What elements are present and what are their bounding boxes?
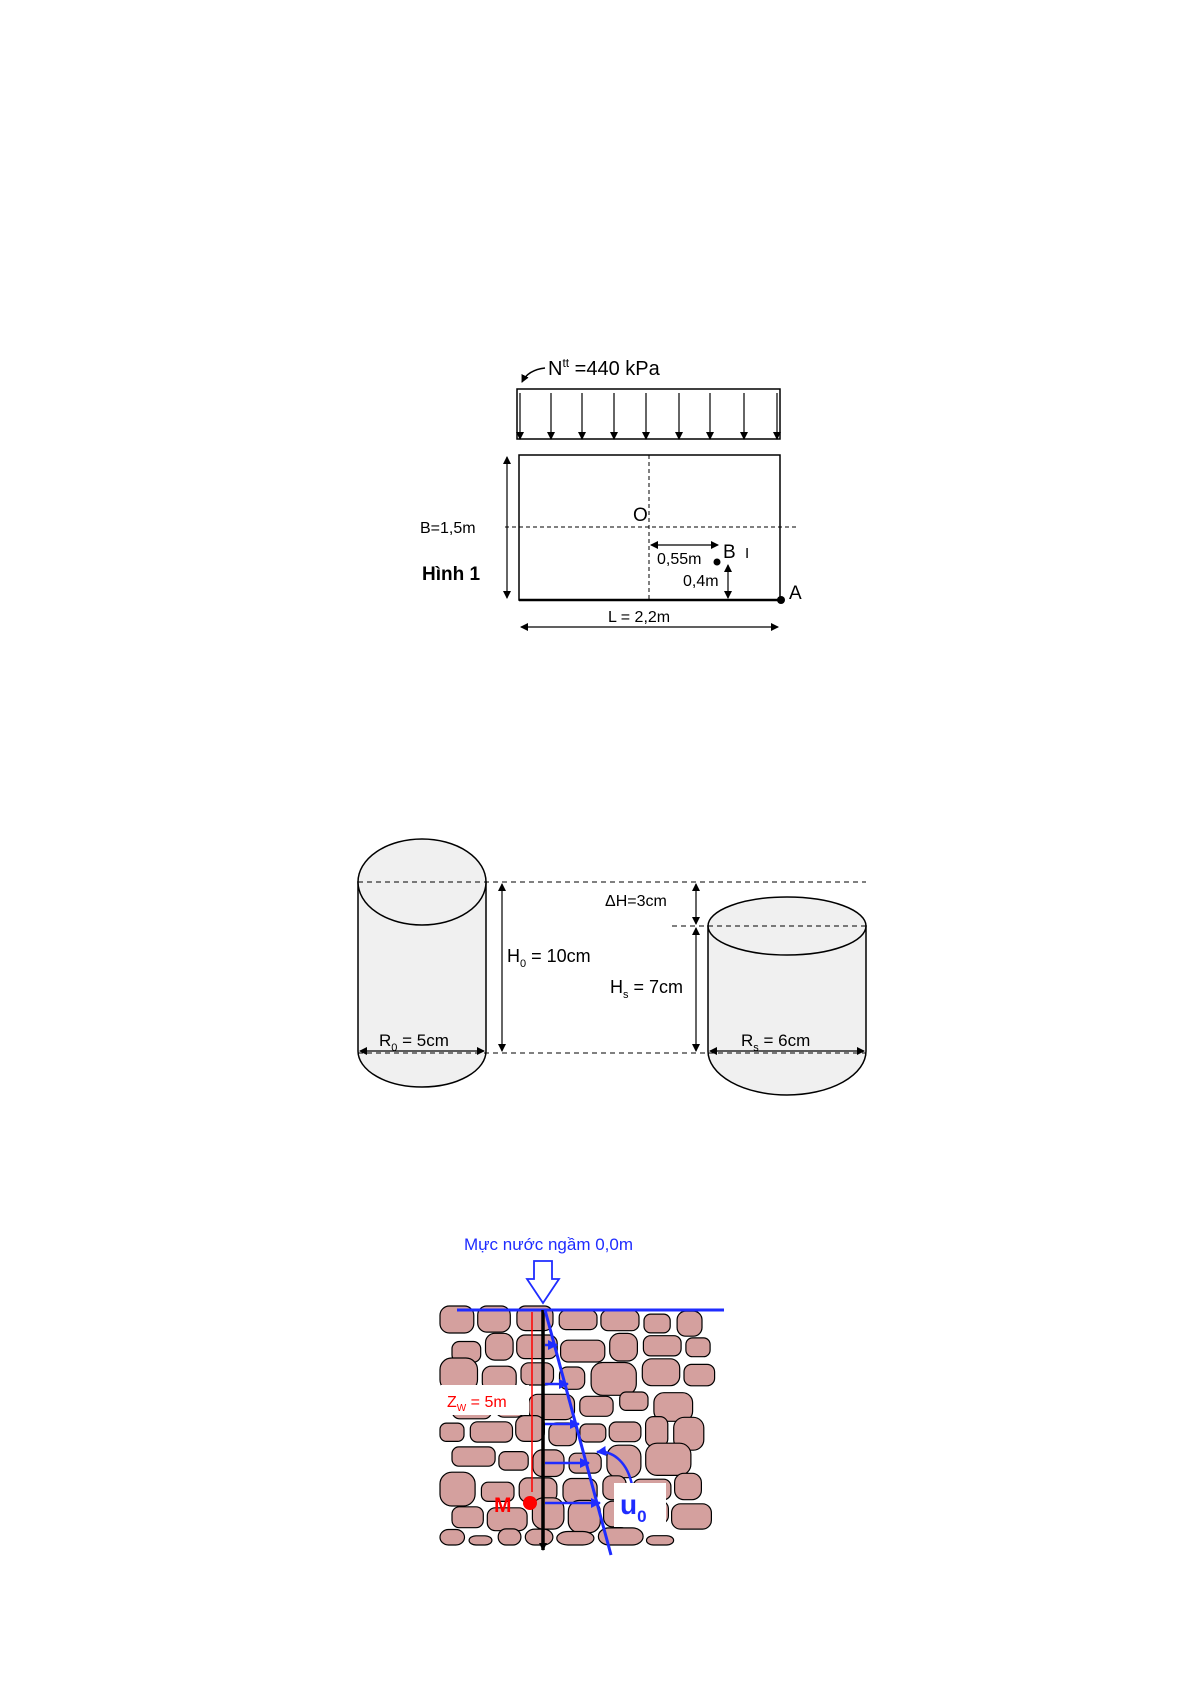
soil-particle (498, 1529, 521, 1545)
soil-particle (580, 1396, 613, 1416)
settled-cylinder-top (708, 897, 866, 955)
soil-particle (516, 1416, 545, 1442)
point-a (777, 596, 785, 604)
point-a-label: A (789, 583, 802, 604)
soil-particle (549, 1423, 577, 1446)
hs-label: $H_s = 7cm$ (610, 977, 684, 1001)
soil-particle (672, 1504, 712, 1529)
u0-label: $u_0$ (620, 1489, 647, 1526)
soil-particle (499, 1452, 528, 1471)
point-b-label: B (723, 542, 736, 563)
soil-particle (440, 1472, 475, 1506)
soil-particle (440, 1530, 465, 1546)
load-arrows (520, 393, 777, 439)
l-dimension-label: L = 2,2m (608, 609, 671, 626)
soil-particle (610, 1333, 638, 1361)
soil-particle (677, 1311, 702, 1336)
figure-caption: Hình 1 (422, 564, 481, 585)
soil-particle (525, 1529, 553, 1545)
load-leader-arrow (522, 368, 545, 382)
water-table-label: Mực nước ngầm 0,0m (464, 1235, 634, 1254)
figure-2-sample-cylinders (358, 839, 866, 1095)
soil-particle (469, 1536, 492, 1545)
offset-y-label: 0,4m (683, 573, 719, 590)
soil-particle (644, 1314, 670, 1333)
soil-particle (452, 1447, 495, 1466)
h0-label: $H_0 = 10cm$ (507, 946, 591, 970)
figure-3-pore-pressure (440, 1235, 724, 1555)
soil-particle (470, 1422, 512, 1442)
distributed-load-block (517, 389, 780, 439)
point-m (523, 1496, 537, 1510)
point-b (714, 559, 721, 566)
soil-particle (643, 1336, 681, 1356)
soil-particle (452, 1507, 483, 1528)
soil-particle (580, 1424, 606, 1442)
soil-particle (568, 1500, 600, 1532)
soil-particle (646, 1443, 691, 1475)
r0-label: $R_0 = 5cm$ (379, 1031, 449, 1054)
soil-particle (601, 1310, 639, 1331)
soil-particle (559, 1310, 597, 1329)
load-label: $N^{tt} =440$ kPa (548, 356, 660, 380)
zw-label: $Z_W = 5m$ (447, 1394, 507, 1414)
point-b-mark: I (745, 545, 750, 562)
delta-h-label: ΔH=3cm (605, 893, 667, 910)
soil-particle (675, 1473, 702, 1499)
soil-particle (517, 1335, 558, 1359)
soil-particle (620, 1392, 648, 1410)
center-label: O (633, 505, 648, 526)
soil-particle (591, 1363, 636, 1396)
offset-x-label: 0,55m (657, 551, 702, 568)
soil-particle (557, 1532, 594, 1546)
soil-particle (642, 1359, 679, 1386)
point-m-label: M (494, 1494, 512, 1517)
water-table-arrow-icon (527, 1261, 559, 1303)
soil-particle (607, 1445, 641, 1478)
soil-particle (609, 1422, 641, 1442)
b-dimension-label: B=1,5m (420, 520, 476, 537)
soil-particle (486, 1333, 514, 1360)
figure-1-foundation-plan (420, 356, 802, 627)
soil-particle (440, 1423, 464, 1441)
soil-particle (561, 1340, 605, 1362)
soil-particle (646, 1417, 668, 1447)
soil-particle (684, 1364, 715, 1385)
soil-particle (686, 1338, 710, 1357)
rs-label: $R_s = 6cm$ (741, 1031, 811, 1054)
soil-particle (521, 1363, 554, 1385)
soil-particle (647, 1536, 674, 1545)
